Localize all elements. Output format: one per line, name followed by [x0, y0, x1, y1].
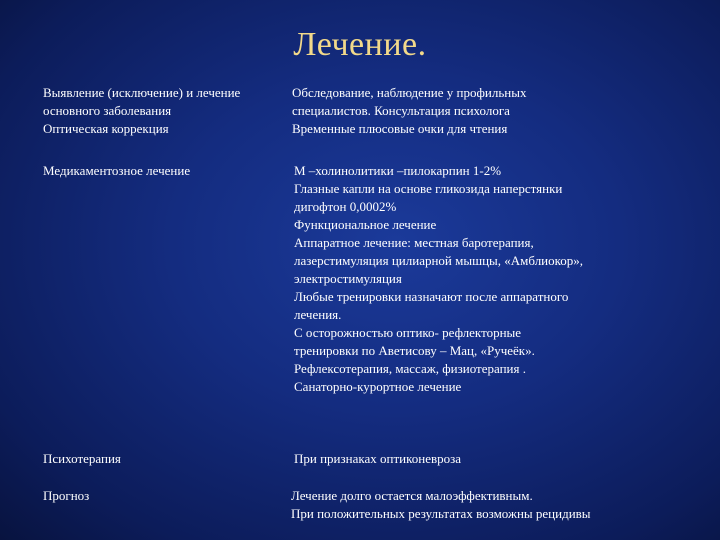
text-line: дигофтон 0,0002% — [294, 199, 397, 214]
text-line: Оптическая коррекция — [43, 121, 169, 136]
row-4-right — [291, 487, 711, 523]
text-line: Любые тренировки назначают после аппаратного — [294, 289, 569, 304]
text-line: лазерстимуляция цилиарной мышцы, «Амблиокор», — [294, 253, 584, 268]
text-line: лечения. — [294, 307, 342, 322]
slide-title: Лечение. — [293, 26, 427, 63]
row-1-right — [292, 84, 712, 138]
text-line: специалистов. Консультация психолога — [292, 103, 510, 118]
text-line: При положительных результатах возможны рецидивы — [291, 506, 591, 521]
text-line: Временные плюсовые очки для чтения — [292, 121, 508, 136]
row-2-right — [294, 162, 714, 396]
text-line: Прогноз — [43, 488, 90, 503]
text-line: Обследование, наблюдение у профильных — [292, 85, 527, 100]
row-2-left — [43, 162, 283, 180]
text-line: Функциональное лечение — [294, 217, 437, 232]
text-line: Лечение долго остается малоэффективным. — [291, 488, 533, 503]
text-line: электростимуляция — [294, 271, 402, 286]
text-line: С осторожностью оптико- рефлекторные — [294, 325, 522, 340]
text-line: Психотерапия — [43, 451, 121, 466]
text-line: основного заболевания — [43, 103, 172, 118]
row-4-left — [43, 487, 283, 505]
text-line: Санаторно-курортное лечение — [294, 379, 462, 394]
text-line: Рефлексотерапия, массаж, физиотерапия . — [294, 361, 526, 376]
text-line: При признаках оптиконевроза — [294, 451, 462, 466]
text-line: Аппаратное лечение: местная баротерапия, — [294, 235, 534, 250]
row-3-left — [43, 450, 283, 468]
text-line: Медикаментозное лечение — [43, 163, 191, 178]
text-line: Глазные капли на основе гликозида наперстянки — [294, 181, 563, 196]
text-line: тренировки по Аветисову – Мац, «Ручеёк». — [294, 343, 535, 358]
text-line: М –холинолитики –пилокарпин 1-2% — [294, 163, 502, 178]
text-line: Выявление (исключение) и лечение — [43, 85, 241, 100]
row-3-right — [294, 450, 714, 468]
row-1-left — [43, 84, 283, 138]
